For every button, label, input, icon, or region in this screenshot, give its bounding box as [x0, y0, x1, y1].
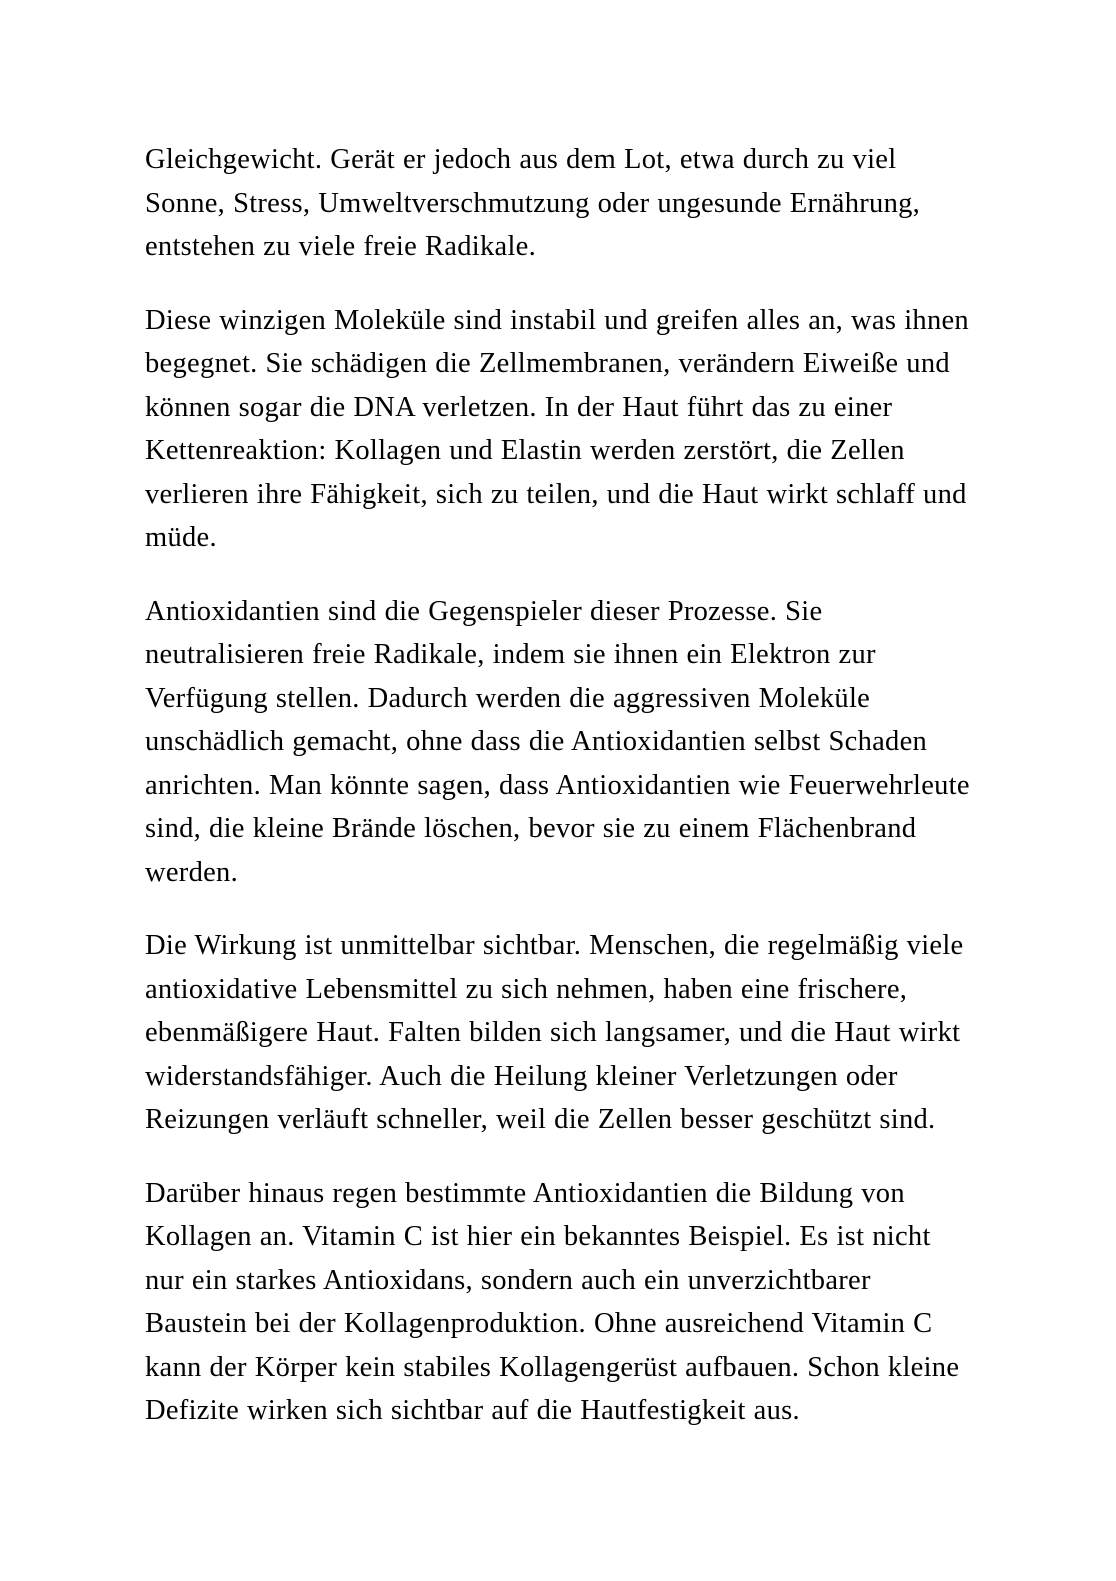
- paragraph: Die Wirkung ist unmittelbar sichtbar. Menschen, die regelmäßig viele antioxidative Lebensmittel zu sich nehmen, haben eine frischere, ebenmäßigere Haut. Falten bilden sich langsamer, und die Haut wirkt widerstandsfähiger. Auch die Heilung kleiner Verletzungen oder Reizungen verläuft schneller, weil die Zellen besser geschützt sind.: [145, 930, 964, 1135]
- paragraph: Antioxidantien sind die Gegenspieler dieser Prozesse. Sie neutralisieren freie Radikale, indem sie ihnen ein Elektron zur Verfügung stellen. Dadurch werden die aggressiven Moleküle unschädlich gemacht, ohne dass die Antioxidantien selbst Schaden anrichten. Man könnte sagen, dass Antioxidantien wie Feuerwehrleute sind, die kleine Brände löschen, bevor sie zu einem Flächenbrand werden.: [145, 595, 970, 888]
- body-text-column: [145, 138, 975, 1433]
- paragraph: Gleichgewicht. Gerät er jedoch aus dem Lot, etwa durch zu viel Sonne, Stress, Umweltverschmutzung oder ungesunde Ernährung, entstehen zu viele freie Radikale.: [145, 144, 921, 262]
- paragraph: Diese winzigen Moleküle sind instabil und greifen alles an, was ihnen begegnet. Sie schädigen die Zellmembranen, verändern Eiweiße und können sogar die DNA verletzen. In der Haut führt das zu einer Kettenreaktion: Kollagen und Elastin werden zerstört, die Zellen verlieren ihre Fähigkeit, sich zu teilen, und die Haut wirkt schlaff und müde.: [145, 304, 969, 553]
- paragraph: Darüber hinaus regen bestimmte Antioxidantien die Bildung von Kollagen an. Vitamin C ist hier ein bekanntes Beispiel. Es ist nicht nur ein starkes Antioxidans, sondern auch ein unverzichtbarer Baustein bei der Kollagenproduktion. Ohne ausreichend Vitamin C kann der Körper kein stabiles Kollagengerüst aufbauen. Schon kleine Defizite wirken sich sichtbar auf die Hautfestigkeit aus.: [145, 1177, 960, 1426]
